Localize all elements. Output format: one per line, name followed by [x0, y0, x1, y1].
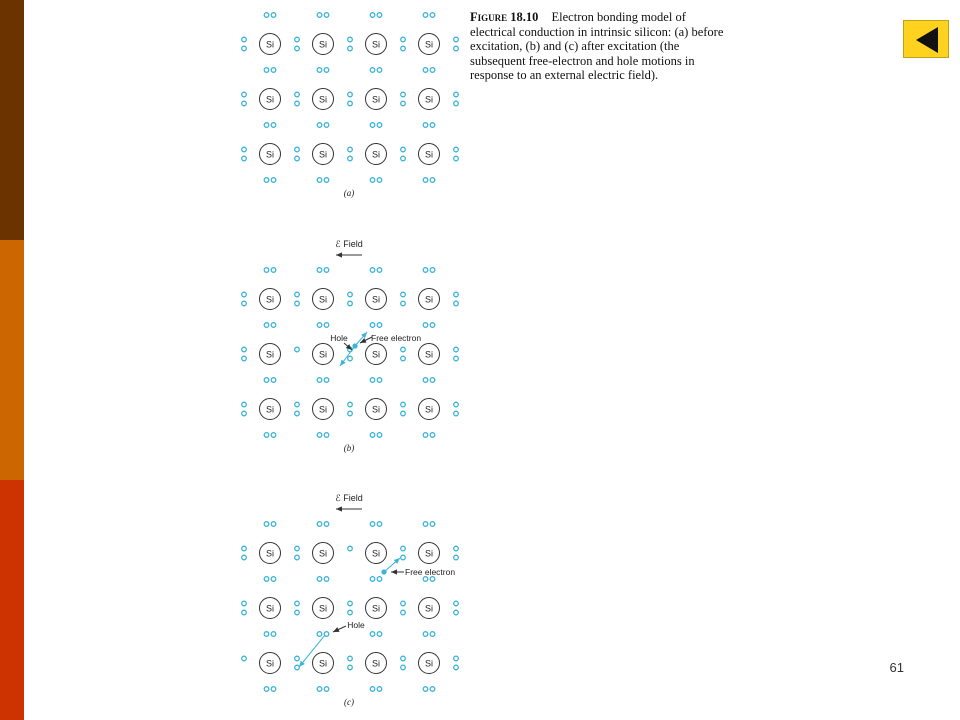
figure-caption	[470, 10, 732, 83]
valence-electron	[454, 46, 459, 51]
valence-electron	[264, 268, 269, 273]
si-atom-label: Si	[265, 658, 275, 669]
panel-a	[242, 13, 459, 198]
valence-electron	[423, 687, 428, 692]
panel-c	[242, 493, 459, 707]
valence-electron	[454, 147, 459, 152]
valence-electron	[295, 92, 300, 97]
valence-electron	[454, 411, 459, 416]
valence-electron	[242, 656, 247, 661]
valence-electron	[317, 123, 322, 128]
valence-electron	[370, 577, 375, 582]
valence-electron	[401, 610, 406, 615]
valence-electron	[324, 378, 329, 383]
valence-electron	[423, 268, 428, 273]
valence-electron	[430, 378, 435, 383]
valence-electron	[295, 411, 300, 416]
si-atom-label: Si	[265, 294, 275, 305]
valence-electron	[430, 123, 435, 128]
valence-electron	[370, 178, 375, 183]
valence-electron	[377, 68, 382, 73]
valence-electron	[271, 68, 276, 73]
valence-electron	[271, 687, 276, 692]
si-atom-label: Si	[265, 404, 275, 415]
valence-electron	[264, 68, 269, 73]
valence-electron	[295, 656, 300, 661]
valence-electron	[295, 37, 300, 42]
si-atom-label: Si	[424, 548, 434, 559]
caption-text: Electron bonding model of electrical conduction in intrinsic silicon: (a) before excitation, (b) and (c) after excitation (the subsequent free-electron and hole motions in response to an external electric field).	[470, 10, 724, 82]
si-atom-label: Si	[424, 39, 434, 50]
valence-electron	[423, 577, 428, 582]
valence-electron	[317, 13, 322, 18]
si-atom-label: Si	[424, 349, 434, 360]
valence-electron	[454, 555, 459, 560]
valence-electron	[401, 46, 406, 51]
valence-electron	[295, 156, 300, 161]
si-atom-label: Si	[318, 548, 328, 559]
valence-electron	[377, 522, 382, 527]
valence-electron	[401, 402, 406, 407]
slide-number: 61	[889, 660, 904, 675]
valence-electron	[377, 433, 382, 438]
valence-electron	[454, 665, 459, 670]
valence-electron	[377, 13, 382, 18]
valence-electron	[295, 601, 300, 606]
figure-label: Figure	[470, 10, 508, 24]
valence-electron	[377, 123, 382, 128]
si-atom-label: Si	[318, 349, 328, 360]
valence-electron	[324, 522, 329, 527]
valence-electron	[430, 68, 435, 73]
si-atom-label: Si	[424, 294, 434, 305]
valence-electron	[242, 147, 247, 152]
valence-electron	[401, 601, 406, 606]
panel-label-b: (b)	[343, 443, 355, 453]
valence-electron	[264, 577, 269, 582]
valence-electron	[430, 178, 435, 183]
valence-electron	[324, 178, 329, 183]
valence-electron	[430, 577, 435, 582]
valence-electron	[370, 433, 375, 438]
valence-electron	[370, 13, 375, 18]
valence-electron	[317, 433, 322, 438]
valence-electron	[242, 37, 247, 42]
valence-electron	[348, 292, 353, 297]
valence-electron	[317, 68, 322, 73]
valence-electron	[370, 268, 375, 273]
valence-electron	[317, 323, 322, 328]
valence-electron	[264, 13, 269, 18]
valence-electron	[242, 356, 247, 361]
valence-electron	[370, 632, 375, 637]
valence-electron	[370, 378, 375, 383]
valence-electron	[401, 92, 406, 97]
si-atom-label: Si	[424, 404, 434, 415]
si-atom-label: Si	[371, 658, 381, 669]
valence-electron	[348, 46, 353, 51]
valence-electron	[324, 268, 329, 273]
valence-electron	[454, 656, 459, 661]
valence-electron	[271, 323, 276, 328]
valence-electron	[264, 378, 269, 383]
valence-electron	[454, 610, 459, 615]
valence-electron	[454, 292, 459, 297]
valence-electron	[348, 665, 353, 670]
valence-electron	[348, 156, 353, 161]
valence-electron	[295, 665, 300, 670]
valence-electron	[242, 555, 247, 560]
si-atom-label: Si	[424, 94, 434, 105]
valence-electron	[401, 292, 406, 297]
valence-electron	[370, 522, 375, 527]
valence-electron	[271, 13, 276, 18]
valence-electron	[348, 301, 353, 306]
valence-electron	[423, 68, 428, 73]
valence-electron	[295, 46, 300, 51]
valence-electron	[264, 433, 269, 438]
hole-motion-arrow-head	[340, 360, 346, 366]
valence-electron	[242, 411, 247, 416]
si-atom-label: Si	[371, 349, 381, 360]
valence-electron	[295, 147, 300, 152]
valence-electron	[423, 378, 428, 383]
valence-electron	[295, 610, 300, 615]
valence-electron	[377, 577, 382, 582]
si-atom-label: Si	[318, 149, 328, 160]
hole-label: Hole	[330, 333, 348, 343]
valence-electron	[295, 101, 300, 106]
valence-electron	[271, 178, 276, 183]
valence-electron	[454, 402, 459, 407]
valence-electron	[242, 402, 247, 407]
valence-electron	[401, 101, 406, 106]
valence-electron	[324, 577, 329, 582]
si-atom-label: Si	[424, 149, 434, 160]
valence-electron	[324, 687, 329, 692]
back-button[interactable]	[903, 20, 949, 58]
valence-electron	[348, 402, 353, 407]
si-atom-label: Si	[318, 94, 328, 105]
panel-label-c: (c)	[344, 697, 354, 707]
valence-electron	[377, 268, 382, 273]
field-label-b: ℰ Field	[335, 239, 363, 249]
valence-electron	[401, 156, 406, 161]
valence-electron	[264, 522, 269, 527]
valence-electron	[271, 433, 276, 438]
valence-electron	[324, 68, 329, 73]
si-atom-label: Si	[371, 548, 381, 559]
valence-electron	[454, 356, 459, 361]
field-label-c: ℰ Field	[335, 493, 363, 503]
valence-electron	[401, 411, 406, 416]
valence-electron	[242, 601, 247, 606]
valence-electron	[324, 323, 329, 328]
si-atom-label: Si	[318, 658, 328, 669]
valence-electron	[454, 156, 459, 161]
valence-electron	[430, 268, 435, 273]
valence-electron	[377, 378, 382, 383]
valence-electron	[242, 92, 247, 97]
si-atom-label: Si	[371, 94, 381, 105]
valence-electron	[295, 292, 300, 297]
valence-electron	[430, 13, 435, 18]
valence-electron	[348, 411, 353, 416]
valence-electron	[348, 92, 353, 97]
valence-electron	[295, 555, 300, 560]
valence-electron	[295, 546, 300, 551]
si-atom-label: Si	[265, 548, 275, 559]
valence-electron	[454, 37, 459, 42]
valence-electron	[295, 301, 300, 306]
si-atom-label: Si	[318, 294, 328, 305]
valence-electron	[423, 13, 428, 18]
valence-electron	[377, 323, 382, 328]
valence-electron	[271, 632, 276, 637]
valence-electron	[454, 92, 459, 97]
valence-electron	[348, 356, 353, 361]
valence-electron	[295, 402, 300, 407]
valence-electron	[454, 301, 459, 306]
free-electron-label: Free electron	[371, 333, 422, 343]
si-atom-label: Si	[265, 39, 275, 50]
valence-electron	[370, 123, 375, 128]
valence-electron	[401, 347, 406, 352]
valence-electron	[401, 356, 406, 361]
valence-electron	[348, 656, 353, 661]
valence-electron	[348, 147, 353, 152]
valence-electron	[454, 347, 459, 352]
valence-electron	[454, 601, 459, 606]
si-atom-label: Si	[371, 404, 381, 415]
valence-electron	[348, 37, 353, 42]
valence-electron	[401, 665, 406, 670]
valence-electron	[401, 301, 406, 306]
valence-electron	[430, 433, 435, 438]
valence-electron	[377, 687, 382, 692]
free-electron-label: Free electron	[405, 567, 456, 577]
valence-electron	[401, 147, 406, 152]
valence-electron	[242, 301, 247, 306]
valence-electron	[324, 433, 329, 438]
valence-electron	[271, 268, 276, 273]
valence-electron	[271, 123, 276, 128]
valence-electron	[401, 656, 406, 661]
si-atom-label: Si	[318, 404, 328, 415]
valence-electron	[264, 687, 269, 692]
panel-b	[242, 239, 459, 453]
valence-electron	[423, 123, 428, 128]
valence-electron	[317, 632, 322, 637]
si-atom-label: Si	[371, 39, 381, 50]
si-atom-label: Si	[265, 349, 275, 360]
valence-electron	[423, 323, 428, 328]
si-atom-label: Si	[318, 39, 328, 50]
valence-electron	[423, 433, 428, 438]
valence-electron	[430, 323, 435, 328]
valence-electron	[295, 347, 300, 352]
valence-electron	[317, 687, 322, 692]
valence-electron	[401, 546, 406, 551]
valence-electron	[317, 268, 322, 273]
valence-electron	[242, 101, 247, 106]
valence-electron	[370, 68, 375, 73]
field-arrow-head	[336, 506, 342, 511]
hole-label: Hole	[347, 620, 365, 630]
valence-electron	[370, 687, 375, 692]
valence-electron	[242, 292, 247, 297]
si-atom-label: Si	[265, 149, 275, 160]
electron-pointer-head	[391, 569, 397, 574]
valence-electron	[454, 546, 459, 551]
valence-electron	[264, 123, 269, 128]
valence-electron	[348, 601, 353, 606]
valence-electron	[264, 178, 269, 183]
panel-label-a: (a)	[343, 188, 355, 198]
si-atom-label: Si	[265, 603, 275, 614]
si-atom-label: Si	[371, 294, 381, 305]
valence-electron	[377, 632, 382, 637]
valence-electron	[348, 101, 353, 106]
valence-electron	[271, 577, 276, 582]
si-atom-label: Si	[371, 603, 381, 614]
field-arrow-head	[336, 252, 342, 257]
valence-electron	[264, 323, 269, 328]
valence-electron	[324, 123, 329, 128]
valence-electron	[430, 687, 435, 692]
valence-electron	[271, 378, 276, 383]
valence-electron	[430, 632, 435, 637]
valence-electron	[454, 101, 459, 106]
valence-electron	[324, 13, 329, 18]
valence-electron	[242, 347, 247, 352]
valence-electron	[317, 522, 322, 527]
figure-number: 18.10	[510, 10, 539, 24]
si-atom-label: Si	[424, 658, 434, 669]
valence-electron	[242, 546, 247, 551]
triangle-left-icon	[904, 21, 950, 59]
valence-electron	[401, 37, 406, 42]
valence-electron	[242, 46, 247, 51]
si-atom-label: Si	[318, 603, 328, 614]
valence-electron	[423, 522, 428, 527]
valence-electron	[264, 632, 269, 637]
si-atom-label: Si	[371, 149, 381, 160]
valence-electron	[317, 577, 322, 582]
valence-electron	[242, 610, 247, 615]
valence-electron	[348, 610, 353, 615]
si-atom-label: Si	[265, 94, 275, 105]
valence-electron	[348, 546, 353, 551]
valence-electron	[271, 522, 276, 527]
valence-electron	[401, 555, 406, 560]
valence-electron	[377, 178, 382, 183]
valence-electron	[423, 178, 428, 183]
valence-electron	[317, 178, 322, 183]
valence-electron	[430, 522, 435, 527]
valence-electron	[317, 378, 322, 383]
valence-electron	[423, 632, 428, 637]
valence-electron	[242, 156, 247, 161]
si-atom-label: Si	[424, 603, 434, 614]
valence-electron	[370, 323, 375, 328]
